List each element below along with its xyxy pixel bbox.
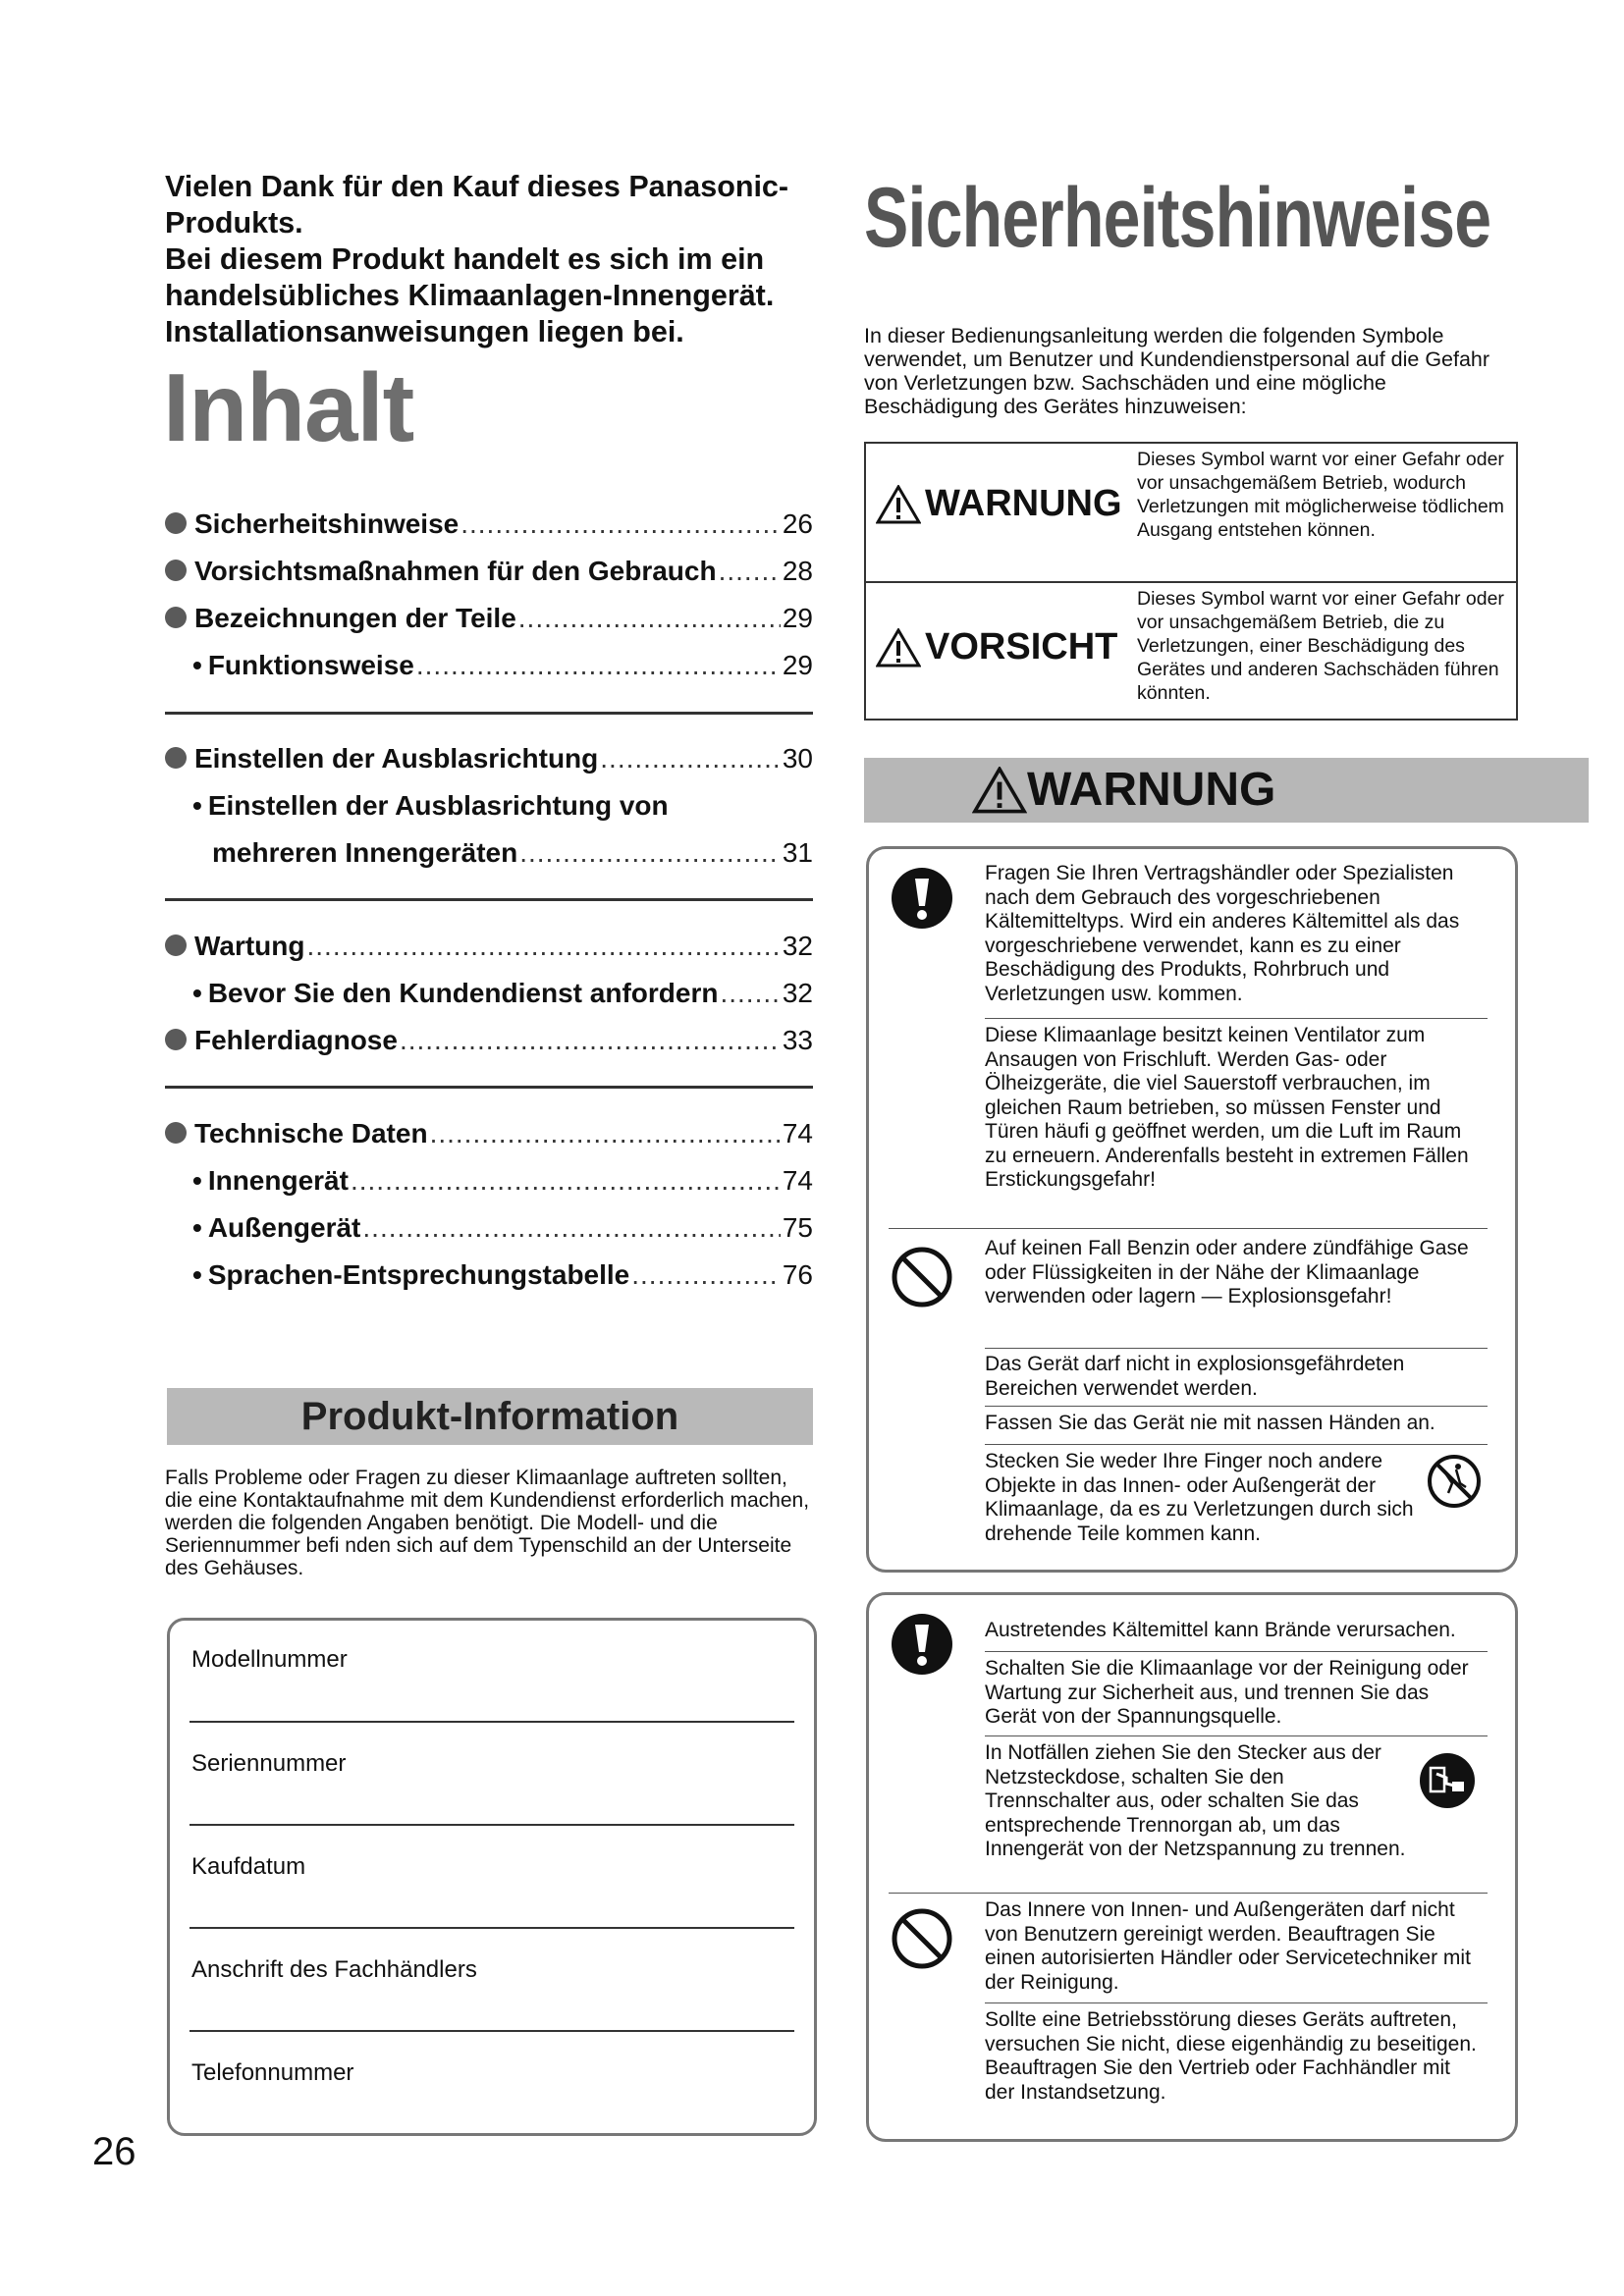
toc-item-label: Fehlerdiagnose [194, 1025, 398, 1055]
sub-bullet-icon: • [192, 790, 202, 821]
toc-item[interactable] [165, 603, 813, 642]
intro-line: Produkts. [165, 206, 303, 240]
prohibition-icon [891, 1246, 953, 1308]
warning-item: Fassen Sie das Gerät nie mit nassen Händen an. [985, 1412, 1435, 1434]
divider [985, 1735, 1488, 1736]
divider [985, 1444, 1488, 1445]
model-number-field[interactable] [189, 1721, 794, 1723]
toc-item-label: Innengerät [207, 1165, 349, 1196]
toc-item-page: 74 [782, 1118, 813, 1148]
toc-item-label: Einstellen der Ausblasrichtung von [207, 790, 669, 821]
toc-item[interactable] [192, 978, 813, 1017]
phone-number-label: Telefonnummer [191, 2059, 354, 2086]
sub-bullet-icon: • [192, 1165, 202, 1196]
safety-title: Sicherheitshinweise [864, 171, 1491, 265]
intro-line: Bei diesem Produkt handelt es sich im ein [165, 242, 765, 276]
unplug-icon [1419, 1752, 1476, 1809]
divider [985, 1651, 1488, 1652]
toc-leader [416, 650, 781, 681]
toc-item[interactable] [192, 650, 813, 689]
no-touch-fan-icon [1427, 1454, 1482, 1509]
warning-label-text: WARNUNG [925, 483, 1122, 524]
warning-triangle-icon [876, 485, 921, 524]
product-info-text: Falls Probleme oder Fragen zu dieser Klimaanlage auftreten sollten, die eine Kontaktaufnahme mit dem Kundendienst erforderlich machen, werden die folgenden Angaben benötigt. Die Modell- und die Seriennummer befi nden sich auf dem Typenschild an der Unterseite des Gehäuses. [165, 1467, 810, 1579]
warning-box-2 [866, 1592, 1518, 2142]
toc-item-page: 30 [782, 743, 813, 774]
intro-text [165, 169, 833, 350]
toc-item-page: 28 [782, 556, 813, 586]
mandatory-exclamation-icon [891, 867, 953, 930]
divider [985, 1406, 1488, 1407]
sub-bullet-icon: • [192, 1259, 202, 1290]
divider [165, 712, 813, 715]
sub-bullet-icon: • [192, 1212, 202, 1243]
toc-leader [460, 508, 781, 540]
toc-item-page: 26 [782, 508, 813, 539]
warning-item: Fragen Sie Ihren Vertragshändler oder Spezialisten nach dem Gebrauch des vorgeschriebenen Kältemitteltyps. Wird ein anderes Kältemittel als das vorgeschriebene verwendet, kann es zu einer Beschädigung des Produkts, Rohrbruch und Verletzungen usw. kommen. [985, 862, 1460, 1005]
bullet-icon [165, 607, 187, 628]
sub-bullet-icon: • [192, 650, 202, 680]
intro-line: handelsübliches Klimaanlagen-Innengerät. [165, 279, 775, 312]
bullet-icon [165, 1029, 187, 1050]
toc-item-page: 29 [782, 603, 813, 633]
warning-item: Diese Klimaanlage besitzt keinen Ventilator zum Ansaugen von Frischluft. Werden Gas- oder Ölheizgeräte, die viel Sauerstoff verbrauchen, im gleichen Raum betrieben, so müssen Fenster und Türen häufi g geöffnet werden, um die Luft im Raum zu erneuern. Anderenfalls besteht in extremen Fällen Erstickungsgefahr! [985, 1024, 1469, 1191]
toc-leader [518, 603, 781, 634]
bullet-icon [165, 747, 187, 769]
toc-item-label: Funktionsweise [207, 650, 414, 680]
safety-intro: In dieser Bedienungsanleitung werden die folgenden Symbole verwendet, um Benutzer und Kundendienstpersonal auf die Gefahr von Verletzungen bzw. Sachschäden und eine mögliche Beschädigung des Gerätes hinzuweisen: [864, 324, 1490, 418]
toc-leader [351, 1165, 781, 1197]
toc-item[interactable] [165, 931, 813, 970]
divider [985, 2002, 1488, 2003]
bullet-icon [165, 934, 187, 956]
bullet-icon [165, 560, 187, 581]
symbol-row-caution [866, 581, 1516, 719]
dealer-address-label: Anschrift des Fachhändlers [191, 1956, 477, 1983]
serial-number-field[interactable] [189, 1824, 794, 1826]
symbol-row-warning [866, 444, 1516, 579]
intro-line: Installationsanweisungen liegen bei. [165, 315, 684, 348]
caution-description: Dieses Symbol warnt vor einer Gefahr oder vor unsachgemäßem Betrieb, die zu Verletzungen, einer Beschädigung des Gerätes und anderen Sachschäden führen könnten. [1137, 588, 1504, 704]
toc-item[interactable] [165, 1118, 813, 1157]
divider [985, 1018, 1488, 1019]
warning-item: Austretendes Kältemittel kann Brände verursachen. [985, 1619, 1456, 1641]
toc-item-label: Sicherheitshinweise [194, 508, 460, 539]
toc-item-label: Außengerät [207, 1212, 361, 1243]
toc-item-label: Bevor Sie den Kundendienst anfordern [207, 978, 719, 1008]
warning-item: Stecken Sie weder Ihre Finger noch andere Objekte in das Innen- oder Außengerät der Klimaanlage, da es zu Verletzungen durch sich drehende Teile kommen kann. [985, 1450, 1414, 1545]
toc-item[interactable] [192, 1165, 813, 1204]
divider [889, 1893, 1488, 1894]
toc-item-page: 74 [782, 1165, 813, 1196]
bullet-icon [165, 512, 187, 534]
warning-item: In Notfällen ziehen Sie den Stecker aus der Netzsteckdose, schalten Sie den Trennschalter aus, oder schalten Sie das entsprechende Trennorgan ab, um das Innengerät von der Netzspannung zu trennen. [985, 1741, 1406, 1860]
toc-item-page: 32 [782, 931, 813, 961]
warning-banner-text: WARNUNG [1027, 764, 1276, 816]
prohibition-icon [891, 1907, 953, 1970]
toc-item-page: 29 [782, 650, 813, 680]
warning-triangle-icon [972, 767, 1027, 814]
toc-item[interactable] [212, 837, 813, 877]
warning-item: Sollte eine Betriebsstörung dieses Geräts auftreten, versuchen Sie nicht, diese eigenhändig zu beseitigen. Beauftragen Sie den Vertrieb oder Fachhändler mit der Instandsetzung. [985, 2008, 1477, 2104]
toc-title: Inhalt [163, 353, 414, 461]
toc-leader [631, 1259, 781, 1291]
toc-item[interactable] [192, 1259, 813, 1299]
warning-banner-content [972, 763, 1275, 817]
sub-bullet-icon: • [192, 978, 202, 1008]
toc-leader [362, 1212, 780, 1244]
toc-item-label: mehreren Innengeräten [212, 837, 518, 868]
toc-item[interactable] [165, 508, 813, 548]
product-info-title: Produkt-Information [300, 1395, 679, 1438]
divider [165, 898, 813, 901]
toc-item-page: 31 [782, 837, 813, 868]
toc-item-label: Einstellen der Ausblasrichtung [194, 743, 599, 774]
warning-item: Schalten Sie die Klimaanlage vor der Reinigung oder Wartung zur Sicherheit aus, und trennen Sie das Gerät von der Spannungsquelle. [985, 1657, 1469, 1728]
product-info-header [167, 1388, 813, 1445]
toc-leader [430, 1118, 781, 1149]
toc-item[interactable] [192, 1212, 813, 1252]
symbol-table [864, 442, 1518, 721]
toc-leader [720, 978, 780, 1009]
serial-number-label: Seriennummer [191, 1750, 347, 1777]
toc-item[interactable] [165, 556, 813, 595]
product-info-form [167, 1618, 817, 2136]
divider [889, 1228, 1488, 1229]
warning-label [876, 483, 1122, 525]
toc-item[interactable] [165, 1025, 813, 1064]
toc-leader [307, 931, 781, 962]
mandatory-exclamation-icon [891, 1613, 953, 1676]
divider [985, 1348, 1488, 1349]
model-number-label: Modellnummer [191, 1646, 348, 1673]
dealer-address-field[interactable] [189, 2030, 794, 2032]
warning-box-1 [866, 846, 1518, 1573]
caution-label-text: VORSICHT [925, 626, 1118, 667]
warning-item: Das Innere von Innen- und Außengeräten darf nicht von Benutzern gereinigt werden. Beauftragen Sie einen autorisierten Händler oder Servicetechniker mit der Reinigung. [985, 1898, 1471, 1994]
toc-leader [519, 837, 781, 869]
purchase-date-field[interactable] [189, 1927, 794, 1929]
toc-leader [600, 743, 781, 774]
intro-line: Vielen Dank für den Kauf dieses Panasonic- [165, 170, 789, 203]
page-number: 26 [92, 2130, 136, 2173]
divider [165, 1086, 813, 1089]
toc-item-label: Bezeichnungen der Teile [194, 603, 516, 633]
caution-triangle-icon [876, 628, 921, 667]
purchase-date-label: Kaufdatum [191, 1853, 306, 1880]
caution-label [876, 626, 1117, 668]
toc-item-label: Vorsichtsmaßnahmen für den Gebrauch [194, 556, 717, 586]
toc-item[interactable] [165, 743, 813, 782]
toc-item-page: 76 [782, 1259, 813, 1290]
bullet-icon [165, 1122, 187, 1144]
toc-item-label: Technische Daten [194, 1118, 428, 1148]
toc-item-page: 32 [782, 978, 813, 1008]
warning-banner [864, 758, 1589, 823]
toc-leader [719, 556, 781, 587]
warning-item: Das Gerät darf nicht in explosionsgefährdeten Bereichen verwendet werden. [985, 1353, 1405, 1400]
toc-item-page: 33 [782, 1025, 813, 1055]
toc-item-label: Wartung [194, 931, 305, 961]
toc-item-label: Sprachen-Entsprechungstabelle [207, 1259, 630, 1290]
warning-item: Auf keinen Fall Benzin oder andere zündfähige Gase oder Flüssigkeiten in der Nähe der Klimaanlage verwenden oder lagern — Explosionsgefahr! [985, 1237, 1469, 1308]
toc-item[interactable] [192, 790, 813, 829]
warning-description: Dieses Symbol warnt vor einer Gefahr oder vor unsachgemäßem Betrieb, wodurch Verletzungen mit möglicherweise tödlichem Ausgang entstehen können. [1137, 449, 1504, 541]
toc-item-page: 75 [782, 1212, 813, 1243]
toc-leader [400, 1025, 781, 1056]
